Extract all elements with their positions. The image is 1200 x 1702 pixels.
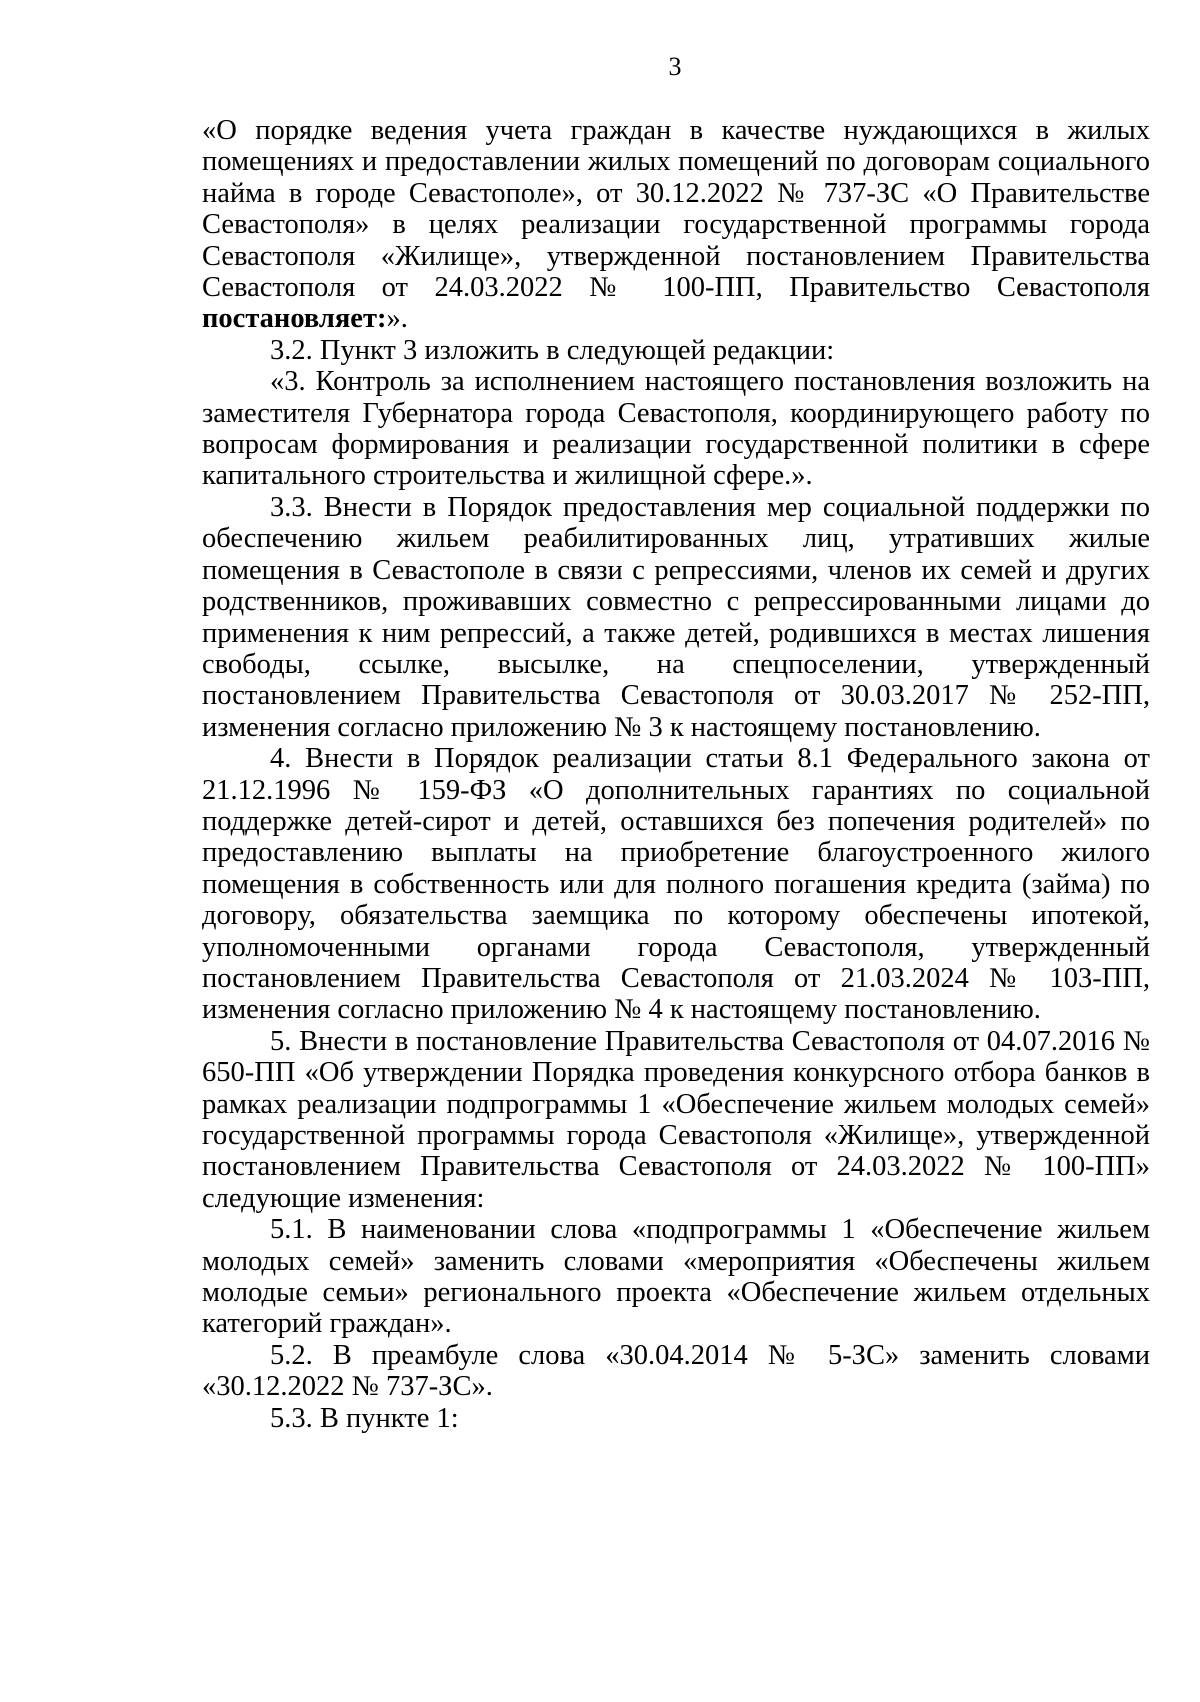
paragraph-4: 4. Внести в Порядок реализации статьи 8.1 Федерального закона от 21.12.1996 № 159-ФЗ «О дополнительных гарантиях по социальной поддержке детей-сирот и детей, оставшихся без попечения родителей» по предоставлению выплаты на приобретение благоустроенного жилого помещения в собственность или для полного погашения кредита (займа) по договору, обязательства заемщика по которому обеспечены ипотекой, уполномоченными органами города Севастополя, утвержденный постановлением Правительства Севастополя от 21.03.2024 № 103-ПП, изменения согласно приложению № 4 к настоящему постановлению. xyxy=(202,743,1150,1026)
paragraph-text: «О порядке ведения учета граждан в качестве нуждающихся в жилых помещениях и предоставлении жилых помещений по договорам социального найма в городе Севастополе», от 30.12.2022 № 737-ЗС «О Правительстве Севастополя» в целях реализации государственной программы города Севастополя «Жилище», утвержденной постановлением Правительства Севастополя от 24.03.2022 № 100-ПП, Правительство Севастополя xyxy=(202,115,1150,304)
paragraph-5: 5. Внести в постановление Правительства Севастополя от 04.07.2016 № 650-ПП «Об утверждении Порядка проведения конкурсного отбора банков в рамках реализации подпрограммы 1 «Обеспечение жильем молодых семей» государственной программы города Севастополя «Жилище», утвержденной постановлением Правительства Севастополя от 24.03.2022 № 100-ПП» следующие изменения: xyxy=(202,1025,1150,1214)
document-body xyxy=(202,115,1150,1434)
paragraph-suffix: ». xyxy=(386,303,408,335)
paragraph-5-2: 5.2. В преамбуле слова «30.04.2014 № 5-ЗС» заменить словами «30.12.2022 № 737-ЗС». xyxy=(202,1339,1150,1403)
paragraph-3-3: 3.3. Внести в Порядок предоставления мер социальной поддержки по обеспечению жильем реабилитированных лиц, утративших жилые помещения в Севастополе в связи с репрессиями, членов их семей и других родственников, проживавших совместно с репрессированными лицами до применения к ним репрессий, а также детей, родившихся в местах лишения свободы, ссылке, высылке, на спецпоселении, утвержденный постановлением Правительства Севастополя от 30.03.2017 № 252-ПП, изменения согласно приложению № 3 к настоящему постановлению. xyxy=(202,491,1150,743)
paragraph-preamble-end xyxy=(202,115,1150,335)
paragraph-5-3: 5.3. В пункте 1: xyxy=(270,1402,459,1434)
paragraph-5-1: 5.1. В наименовании слова «подпрограммы 1 «Обеспечение жильем молодых семей» заменить словами «мероприятия «Обеспечены жильем молодые семьи» регионального проекта «Обеспечение жильем отдельных категорий граждан». xyxy=(202,1214,1150,1340)
paragraph-quoted-3: «3. Контроль за исполнением настоящего постановления возложить на заместителя Губернатора города Севастополя, координирующего работу по вопросам формирования и реализации государственной политики в сфере капитального строительства и жилищной сфере.». xyxy=(202,366,1150,492)
paragraph-bold-word: постановляет: xyxy=(202,303,387,335)
paragraph-3-2: 3.2. Пункт 3 изложить в следующей редакции: xyxy=(270,334,835,366)
page-number: 3 xyxy=(668,52,682,81)
